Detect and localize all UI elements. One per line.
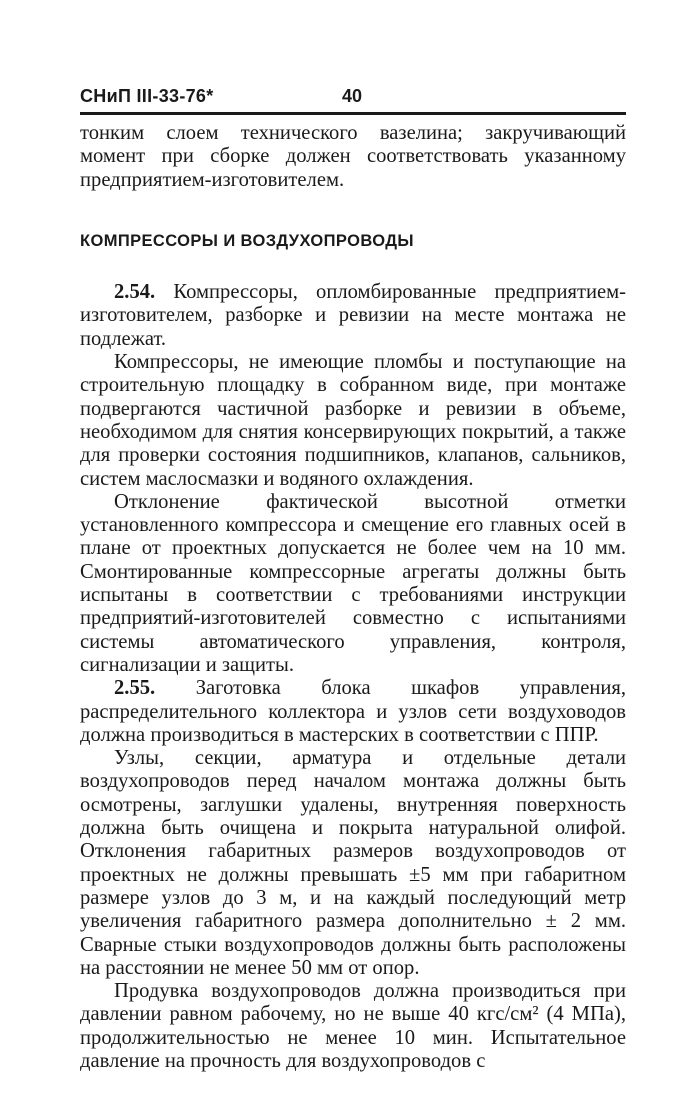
paragraph [80, 747, 626, 980]
document-page [80, 82, 626, 1073]
paragraph-2-54 [80, 281, 626, 351]
header-rule [80, 112, 626, 115]
body-text [80, 122, 626, 1073]
paragraph [80, 351, 626, 491]
paragraph-text: Компрессоры, опломбированные предприятием-изготовителем, разборке и ревизии на месте монтажа не подлежат. [80, 281, 626, 350]
paragraph-text: Отклонение фактической высотной отметки установленного компрессора и смещение его главных осей в плане от проектных допускается не более чем на 10 мм. Смонтированные компрессорные агрегаты должны быть испытаны в соответствии с требованиями инструкции предприятий-изготовителей совместно с испытаниями системы автоматического управления, контроля, сигнализации и защиты. [80, 490, 626, 676]
paragraph-text: Компрессоры, не имеющие пломбы и поступающие на строительную площадку в собранном виде, при монтаже подвергаются частичной разборке и ревизии в объеме, необходимом для снятия консервирующих покрытий, а также для проверки состояния подшипников, клапанов, сальников, систем маслосмазки и водяного охлаждения. [80, 351, 626, 490]
section-title: КОМПРЕССОРЫ И ВОЗДУХОПРОВОДЫ [80, 231, 414, 250]
intro-paragraph: тонким слоем технического вазелина; закручивающий момент при сборке должен соответствовать указанному предприятием-изготовителем. [80, 122, 626, 191]
page-header [80, 82, 626, 112]
paragraph [80, 491, 626, 677]
paragraph-number: 2.54. [114, 281, 156, 304]
paragraph-text: Заготовка блока шкафов управления, распределительного коллектора и узлов сети воздуховодов должна производиться в мастерских в соответствии с ППР. [80, 677, 626, 746]
paragraph-2-55 [80, 677, 626, 747]
paragraph-text: Продувка воздухопроводов должна производиться при давлении равном рабочему, но не выше 40 кгс/см² (4 МПа), продолжительностью не менее 10 мин. Испытательное давление на прочность для воздухопроводов с [80, 980, 626, 1072]
document-code: СНиП III-33-76* [80, 86, 214, 106]
paragraph-text: Узлы, секции, арматура и отдельные детали воздухопроводов перед началом монтажа должны быть осмотрены, заглушки удалены, внутренняя поверхность должна быть очищена и покрыта натуральной олифой. Отклонения габаритных размеров воздухопроводов от проектных не должны превышать ±5 мм при габаритном размере узлов до 3 м, и на каждый последующий метр увеличения габаритного размера дополнительно ± 2 мм. Сварные стыки воздухопроводов должны быть расположены на расстоянии не менее 50 мм от опор. [80, 747, 626, 979]
paragraph [80, 980, 626, 1073]
page-number: 40 [342, 86, 363, 106]
paragraph-number: 2.55. [114, 677, 156, 700]
